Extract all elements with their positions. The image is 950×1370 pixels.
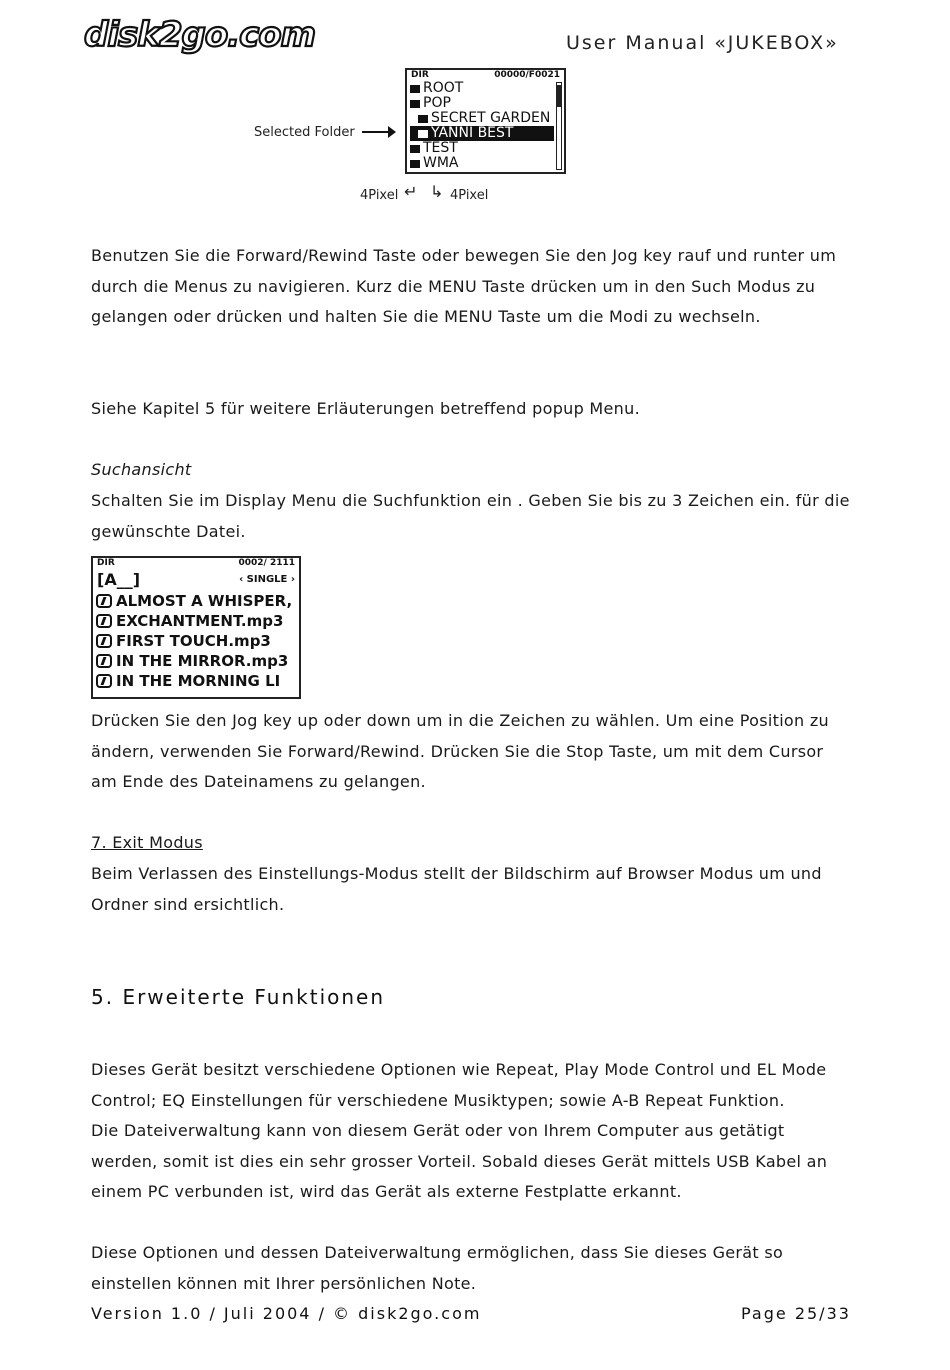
folder-row[interactable] xyxy=(410,126,554,141)
arrow-head-icon xyxy=(388,126,396,138)
search-mode: ‹ SINGLE › xyxy=(239,574,295,585)
music-file-icon xyxy=(96,654,112,668)
file-row[interactable] xyxy=(93,671,299,691)
folder-icon xyxy=(410,160,420,168)
folder-row[interactable] xyxy=(410,81,554,96)
paragraph-popup-ref: Siehe Kapitel 5 für weitere Erläuterungen betreffend popup Menu. xyxy=(91,399,640,418)
disk2go-logo xyxy=(80,8,316,56)
paragraph-file-management: Die Dateiverwaltung kann von diesem Gerät oder von Ihrem Computer aus getätigt werden, somit ist dies ein sehr grosser Vorteil. Sobald dieses Gerät mittels USB Kabel an einem PC verbunden ist, wird das Gerät als externe Festplatte erkannt. xyxy=(91,1121,828,1202)
heading-exit-modus: 7. Exit Modus xyxy=(91,833,203,852)
selected-folder-label: Selected Folder xyxy=(254,125,355,140)
paragraph-search: Schalten Sie im Display Menu die Suchfunktion ein . Geben Sie bis zu 3 Zeichen ein. für die gewünschte Datei. xyxy=(91,491,850,541)
file-row[interactable] xyxy=(93,591,299,611)
folder-label: YANNI BEST xyxy=(431,125,514,141)
manual-title: User Manual «JUKEBOX» xyxy=(566,32,839,54)
folder-icon xyxy=(410,100,420,108)
folder-label: WMA xyxy=(423,155,459,171)
file-list xyxy=(93,591,299,691)
status-dir: DIR xyxy=(97,558,115,568)
heading-suchansicht: Suchansicht xyxy=(91,460,192,479)
folder-row[interactable] xyxy=(410,96,554,111)
status-dir: DIR xyxy=(411,70,429,80)
folder-row[interactable] xyxy=(410,111,554,126)
file-row[interactable] xyxy=(93,611,299,631)
file-label: IN THE MORNING LI xyxy=(116,672,281,690)
status-counter: 0002/ 2111 xyxy=(238,558,295,568)
folder-icon xyxy=(410,145,420,153)
folder-icon xyxy=(410,85,420,93)
file-row[interactable] xyxy=(93,631,299,651)
folder-row[interactable] xyxy=(410,156,554,171)
file-label: IN THE MIRROR.mp3 xyxy=(116,652,289,670)
scrollbar xyxy=(556,82,562,170)
music-file-icon xyxy=(96,614,112,628)
indent-arrow-icon: ↳ xyxy=(430,182,444,201)
folder-label: POP xyxy=(423,95,451,111)
search-screen xyxy=(91,556,301,699)
paragraph-exit: Beim Verlassen des Einstellungs-Modus stellt der Bildschirm auf Browser Modus um und Ordner sind ersichtlich. xyxy=(91,864,822,914)
status-counter: 00000/F0021 xyxy=(494,70,560,80)
return-arrow-icon: ↵ xyxy=(404,182,418,201)
paragraph-personal: Diese Optionen und dessen Dateiverwaltung ermöglichen, dass Sie dieses Gerät so einstellen können mit Ihrer persönlichen Note. xyxy=(91,1243,784,1293)
file-row[interactable] xyxy=(93,651,299,671)
search-entry xyxy=(93,569,299,591)
music-file-icon xyxy=(96,674,112,688)
scrollbar-thumb xyxy=(557,85,561,107)
paragraph-options: Dieses Gerät besitzt verschiedene Optionen wie Repeat, Play Mode Control und EL Mode Control; EQ Einstellungen für verschiedene Musiktypen; sowie A-B Repeat Funktion. xyxy=(91,1060,827,1110)
folder-label: TEST xyxy=(423,140,458,156)
file-label: FIRST TOUCH.mp3 xyxy=(116,632,271,650)
search-text: [A__] xyxy=(97,570,141,589)
folder-icon xyxy=(418,130,428,138)
folder-label: SECRET GARDEN xyxy=(431,110,551,126)
folder-list xyxy=(407,81,564,171)
folder-row[interactable] xyxy=(410,141,554,156)
file-label: EXCHANTMENT.mp3 xyxy=(116,612,284,630)
section-title: 5. Erweiterte Funktionen xyxy=(91,985,386,1009)
svg-text:disk2go.com: disk2go.com xyxy=(84,15,316,55)
folder-icon xyxy=(418,115,428,123)
file-label: ALMOST A WHISPER, xyxy=(116,592,293,610)
lcd-status-bar xyxy=(93,558,299,569)
folder-browser-screen xyxy=(405,68,566,174)
pixel-label-right: 4Pixel xyxy=(450,188,489,203)
footer-version: Version 1.0 / Juli 2004 / © disk2go.com xyxy=(91,1304,482,1323)
music-file-icon xyxy=(96,634,112,648)
footer-page: Page 25/33 xyxy=(741,1304,851,1323)
pixel-label-left: 4Pixel xyxy=(360,188,399,203)
music-file-icon xyxy=(96,594,112,608)
paragraph-jog: Drücken Sie den Jog key up oder down um in die Zeichen zu wählen. Um eine Position zu ändern, verwenden Sie Forward/Rewind. Drücken Sie die Stop Taste, um mit dem Cursor am Ende des Dateinamens zu gelangen. xyxy=(91,711,829,792)
paragraph-navigation: Benutzen Sie die Forward/Rewind Taste oder bewegen Sie den Jog key rauf und runter um durch die Menus zu navigieren. Kurz die MENU Taste drücken um in den Such Modus zu gelangen oder drücken und halten Sie die MENU Taste um die Modi zu wechseln. xyxy=(91,246,837,327)
folder-label: ROOT xyxy=(423,80,464,96)
